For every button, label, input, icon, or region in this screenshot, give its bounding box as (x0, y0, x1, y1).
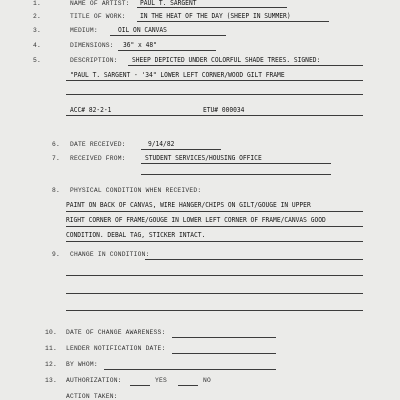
physical-condition-underline-1 (66, 211, 363, 212)
accession-number: ACC# 82-2-1 (70, 106, 112, 114)
artist-name-value: PAUL T. SARGENT (140, 0, 197, 7)
description-line-2: "PAUL T. SARGENT - '34" LOWER LEFT CORNER/WOOD GILT FRAME (70, 71, 285, 79)
physical-condition-underline-3 (66, 241, 363, 242)
date-change-awareness-underline (172, 337, 276, 338)
medium-value: OIL ON CANVAS (118, 26, 167, 34)
item-2-number: 2. (33, 13, 41, 20)
dimensions-underline (118, 50, 216, 51)
date-received-label: DATE RECEIVED: (70, 141, 126, 148)
description-line-1: SHEEP DEPICTED UNDER COLORFUL SHADE TREES. SIGNED: (132, 56, 321, 64)
item-1-number: 1. (33, 0, 41, 7)
change-underline-2 (66, 275, 363, 276)
item-5-number: 5. (33, 57, 41, 64)
date-change-awareness-label: DATE OF CHANGE AWARENESS: (66, 329, 166, 336)
by-whom-label: BY WHOM: (66, 361, 98, 368)
lender-notification-label: LENDER NOTIFICATION DATE: (66, 345, 166, 352)
dimensions-label: DIMENSIONS: (70, 42, 114, 49)
physical-condition-label: PHYSICAL CONDITION WHEN RECEIVED: (70, 187, 202, 194)
item-4-number: 4. (33, 42, 41, 49)
physical-condition-line-3: CONDITION. DEBAL TAG, STICKER INTACT. (66, 231, 206, 239)
item-9-number: 9. (52, 251, 60, 258)
change-underline-1 (145, 259, 363, 260)
authorization-no-blank (178, 385, 198, 386)
dimensions-value: 36" x 48" (123, 41, 157, 49)
by-whom-underline (104, 369, 276, 370)
authorization-yes-label: YES (155, 377, 167, 384)
item-6-number: 6. (52, 141, 60, 148)
physical-condition-line-2: RIGHT CORNER OF FRAME/GOUGE IN LOWER LEFT CORNER OF FRAME/CANVAS GOOD (66, 216, 326, 224)
received-from-underline-1 (141, 163, 331, 164)
item-7-number: 7. (52, 155, 60, 162)
authorization-yes-blank (130, 385, 150, 386)
change-in-condition-label: CHANGE IN CONDITION: (70, 251, 150, 258)
etu-number: ETU# 000034 (203, 106, 245, 114)
title-label: TITLE OF WORK: (70, 13, 126, 20)
description-label: DESCRIPTION: (70, 57, 118, 64)
medium-label: MEDIUM: (70, 27, 98, 34)
title-value: IN THE HEAT OF THE DAY (SHEEP IN SUMMER) (140, 12, 291, 20)
lender-notification-underline (172, 353, 276, 354)
date-received-underline (141, 149, 221, 150)
item-12-number: 12. (45, 361, 57, 368)
description-underline-4 (66, 115, 363, 116)
received-from-underline-2 (141, 174, 331, 175)
received-from-value: STUDENT SERVICES/HOUSING OFFICE (145, 154, 262, 162)
artist-name-label: NAME OF ARTIST: (70, 0, 130, 7)
description-underline-2 (66, 80, 363, 81)
item-13-number: 13. (45, 377, 57, 384)
medium-underline (110, 35, 226, 36)
action-taken-label: ACTION TAKEN: (66, 393, 118, 400)
item-10-number: 10. (45, 329, 57, 336)
received-from-label: RECEIVED FROM: (70, 155, 126, 162)
item-11-number: 11. (45, 345, 57, 352)
item-3-number: 3. (33, 27, 41, 34)
authorization-no-label: NO (203, 377, 211, 384)
description-underline-1 (128, 65, 363, 66)
description-underline-3 (66, 94, 363, 95)
artist-name-underline (137, 7, 287, 8)
title-underline (137, 21, 329, 22)
authorization-label: AUTHORIZATION: (66, 377, 122, 384)
change-underline-3 (66, 293, 363, 294)
change-underline-4 (66, 310, 363, 311)
physical-condition-underline-2 (66, 226, 363, 227)
item-8-number: 8. (52, 187, 60, 194)
physical-condition-line-1: PAINT ON BACK OF CANVAS, WIRE HANGER/CHIPS ON GILT/GOUGE IN UPPER (66, 201, 311, 209)
date-received-value: 9/14/82 (148, 140, 175, 148)
